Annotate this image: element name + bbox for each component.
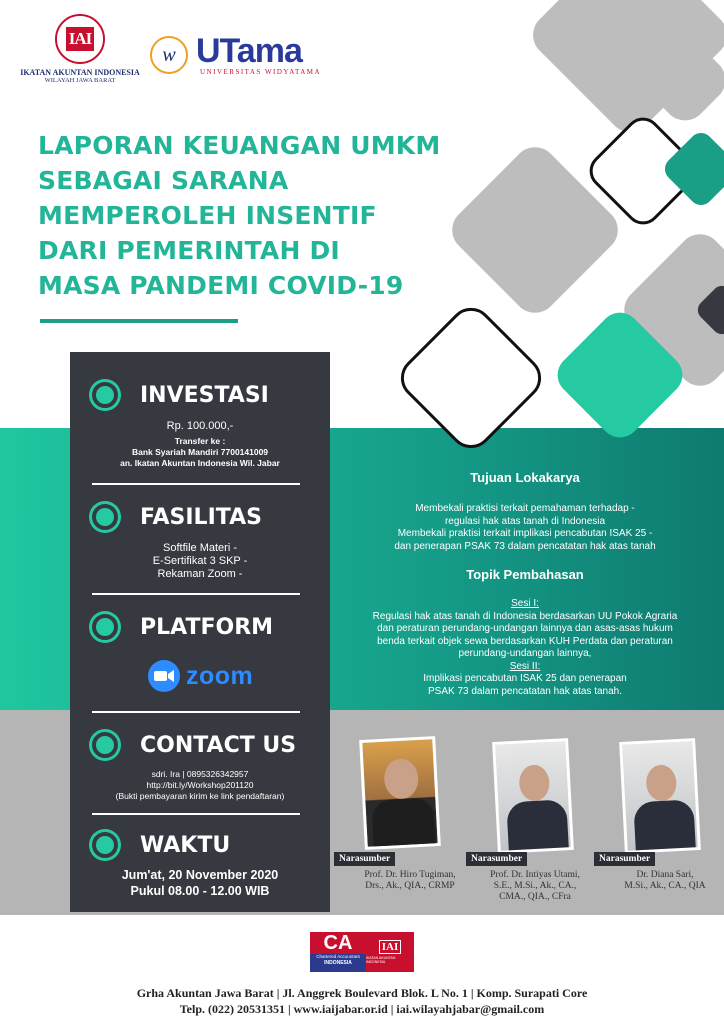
iai-mini-logo: IAI IKATAN AKUNTAN INDONESIA (366, 932, 414, 972)
fasilitas-heading: FASILITAS (92, 504, 262, 530)
page-title (38, 128, 441, 303)
iai-logo (10, 14, 150, 84)
investasi-price: Rp. 100.000,- (166, 420, 234, 432)
divider (92, 593, 300, 595)
sesi-1-label: Sesi I: (511, 598, 539, 609)
topik-heading: Topik Pembahasan (466, 567, 584, 582)
ca-indonesia-logo: CA Chartered Accountant INDONESIA (310, 932, 366, 972)
transfer-label: Transfer ke : (174, 436, 226, 446)
divider (92, 813, 300, 815)
event-time: Pukul 08.00 - 12.00 WIB (130, 884, 270, 898)
narasumber-badge: Narasumber (594, 852, 655, 866)
speaker-photo (492, 738, 574, 854)
speaker-photo (619, 738, 701, 854)
topik-text: Sesi I: Regulasi hak atas tanah di Indonesia berdasarkan UU Pokok Agraria dan peraturan perundang-undangan lainnya dan asas-asas hukum benda terkait objek sewa berdasarkan KUH Perdata dan peraturan perundang-undangan lainnya, Sesi II: Implikasi pencabutan ISAK 25 dan penerapan PSAK 73 dalam pencatatan hak atas tanah. (340, 598, 710, 698)
speaker-name: Prof. Dr. Hiro Tugiman, Drs., Ak., QIA., CRMP (364, 870, 456, 891)
investasi-heading: INVESTASI (92, 382, 269, 408)
contact-heading: CONTACT US (92, 732, 296, 758)
title-line: MEMPEROLEH INSENTIF (38, 201, 377, 230)
divider (92, 483, 300, 485)
speaker-name: Prof. Dr. Intiyas Utami, S.E., M.Si., Ak., CA., CMA., QIA., CFra (490, 870, 580, 902)
iai-region: WILAYAH JAWA BARAT (44, 77, 116, 84)
bullet-icon (92, 832, 118, 858)
iai-emblem: IAI (55, 14, 105, 64)
title-line: SEBAGAI SARANA (38, 166, 289, 195)
contact-person: sdri. Ira | 0895326342957 (151, 769, 249, 779)
widyatama-emblem: w (150, 36, 188, 74)
fasilitas-item: Softfile Materi - (163, 542, 237, 554)
bullet-icon (92, 504, 118, 530)
event-date: Jum'at, 20 November 2020 (121, 868, 279, 882)
zoom-wordmark: zoom (186, 661, 254, 690)
speaker-photo (359, 736, 441, 850)
workshop-info (340, 470, 710, 698)
utama-subtitle: UNIVERSITAS WIDYATAMA (200, 68, 322, 76)
title-line: DARI PEMERINTAH DI (38, 236, 340, 265)
info-panel (70, 352, 330, 912)
waktu-heading: WAKTU (92, 832, 230, 858)
utama-wordmark: UTama (196, 32, 302, 70)
contact-note: (Bukti pembayaran kirim ke link pendaftaran) (115, 791, 285, 801)
registration-link[interactable]: http://bit.ly/Workshop201120 (146, 780, 254, 790)
tujuan-text: Membekali praktisi terkait pemahaman terhadap - regulasi hak atas tanah di Indonesia Membekali praktisi terkait implikasi pencabutan ISAK 25 - dan penerapan PSAK 73 dalam pencatatan hak atas tanah (394, 503, 656, 552)
bullet-icon (92, 614, 118, 640)
iai-name: IKATAN AKUNTAN INDONESIA (20, 68, 140, 77)
title-underline (40, 319, 238, 323)
account-name: an. Ikatan Akuntan Indonesia Wil. Jabar (120, 458, 280, 468)
title-line: MASA PANDEMI COVID-19 (38, 271, 404, 300)
bullet-icon (92, 382, 118, 408)
ca-iai-logo (310, 932, 414, 972)
fasilitas-item: Rekaman Zoom - (157, 568, 243, 580)
narasumber-badge: Narasumber (466, 852, 527, 866)
sesi-2-label: Sesi II: (509, 660, 541, 672)
divider (92, 711, 300, 713)
speaker-name: Dr. Diana Sari, M.Si., Ak., CA., QIA (624, 870, 706, 891)
footer-address: Grha Akuntan Jawa Barat | Jl. Anggrek Boulevard Blok. L No. 1 | Komp. Surapati Core (136, 986, 588, 1000)
fasilitas-item: E-Sertifikat 3 SKP - (152, 555, 248, 567)
video-camera-icon (148, 660, 180, 692)
footer (0, 985, 724, 1017)
narasumber-badge: Narasumber (334, 852, 395, 866)
utama-logo (150, 32, 350, 82)
platform-heading: PLATFORM (92, 614, 273, 640)
title-line: LAPORAN KEUANGAN UMKM (38, 131, 441, 160)
footer-contact: Telp. (022) 20531351 | www.iaijabar.or.id | iai.wilayahjabar@gmail.com (179, 1002, 545, 1016)
zoom-logo (148, 660, 253, 692)
bank-account: Bank Syariah Mandiri 7700141009 (131, 447, 269, 457)
tujuan-heading: Tujuan Lokakarya (470, 470, 580, 485)
bullet-icon (92, 732, 118, 758)
